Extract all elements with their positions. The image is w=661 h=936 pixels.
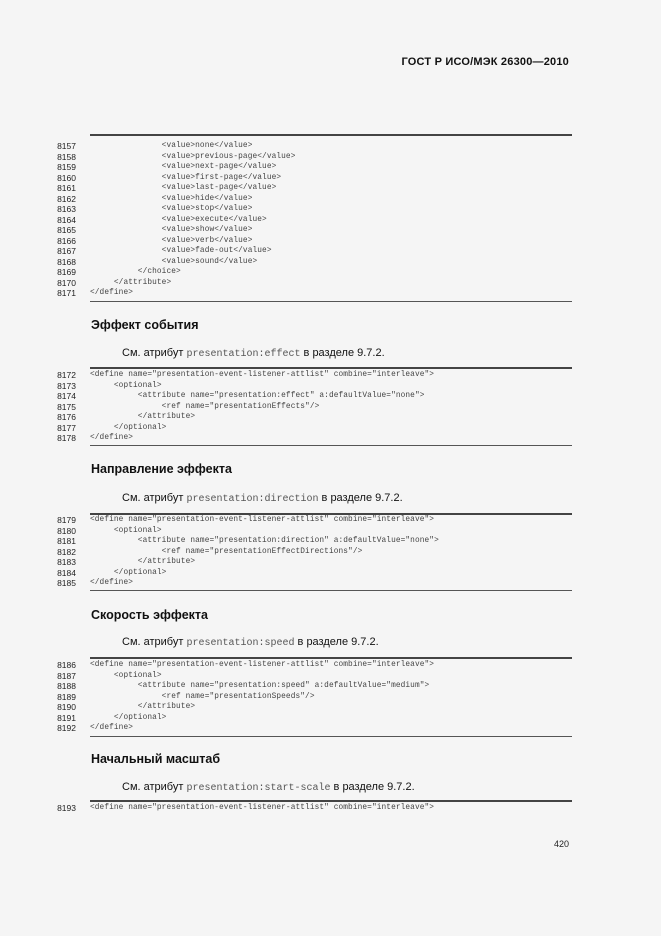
code-text: <value>hide</value> — [90, 194, 253, 203]
code-line — [44, 515, 572, 526]
code-line — [44, 671, 572, 682]
line-number: 8189 — [57, 691, 76, 702]
code-text: <value>last-page</value> — [90, 184, 277, 193]
code-line — [44, 660, 572, 671]
line-number: 8163 — [57, 204, 76, 215]
code-text: <value>next-page</value> — [90, 163, 277, 172]
code-line — [44, 278, 572, 289]
code-text: </attribute> — [90, 558, 196, 567]
section-reference — [122, 347, 385, 360]
code-line — [44, 713, 572, 724]
line-number: 8169 — [57, 267, 76, 278]
code-text: <value>verb</value> — [90, 236, 253, 245]
line-number: 8160 — [57, 172, 76, 183]
code-line — [44, 246, 572, 257]
code-text: <define name="presentation-event-listener-attlist" combine="interleave"> — [90, 516, 435, 525]
ref-prefix: См. атрибут — [122, 347, 187, 359]
code-block-5 — [44, 800, 572, 814]
code-text: <optional> — [90, 671, 162, 680]
code-text: <value>none</value> — [90, 142, 253, 151]
code-block-top-rule — [90, 134, 572, 136]
code-line — [44, 225, 572, 236]
line-number: 8161 — [57, 183, 76, 194]
line-number: 8167 — [57, 246, 76, 257]
code-block-bottom-rule — [90, 590, 572, 591]
ref-attribute: presentation:effect — [186, 349, 301, 360]
code-line — [44, 257, 572, 268]
code-line — [44, 391, 572, 402]
section-heading: Направление эффекта — [91, 462, 232, 476]
line-number: 8166 — [57, 235, 76, 246]
code-line — [44, 433, 572, 444]
code-block-bottom-rule — [90, 736, 572, 737]
section-heading: Начальный масштаб — [91, 752, 221, 766]
code-line — [44, 370, 572, 381]
code-line — [44, 536, 572, 547]
code-block-top-rule — [90, 367, 572, 369]
code-line — [44, 557, 572, 568]
line-number: 8175 — [57, 401, 76, 412]
code-text: <optional> — [90, 526, 162, 535]
ref-prefix: См. атрибут — [122, 492, 187, 504]
section-reference — [122, 636, 379, 649]
code-line — [44, 152, 572, 163]
code-text: <attribute name="presentation:speed" a:defaultValue="medium"> — [90, 682, 430, 691]
code-line — [44, 402, 572, 413]
line-number: 8192 — [57, 723, 76, 734]
line-number: 8157 — [57, 141, 76, 152]
ref-attribute: presentation:direction — [186, 494, 319, 505]
code-text: </define> — [90, 434, 134, 443]
document-header: ГОСТ Р ИСО/МЭК 26300—2010 — [401, 56, 569, 68]
code-text: <ref name="presentationEffects"/> — [90, 402, 320, 411]
line-number: 8174 — [57, 391, 76, 402]
code-text: <attribute name="presentation:direction" a:defaultValue="none"> — [90, 537, 439, 546]
code-text: <define name="presentation-event-listener-attlist" combine="interleave"> — [90, 661, 435, 670]
code-text: </optional> — [90, 568, 167, 577]
code-line — [44, 381, 572, 392]
code-line — [44, 702, 572, 713]
line-number: 8159 — [57, 162, 76, 173]
line-number: 8180 — [57, 525, 76, 536]
ref-suffix: в разделе 9.7.2. — [300, 347, 385, 359]
code-line — [44, 236, 572, 247]
code-line — [44, 267, 572, 278]
code-text: <ref name="presentationSpeeds"/> — [90, 692, 315, 701]
code-line — [44, 423, 572, 434]
code-text: <value>fade-out</value> — [90, 247, 272, 256]
line-number: 8176 — [57, 412, 76, 423]
section-heading: Скорость эффекта — [91, 608, 208, 622]
code-line — [44, 568, 572, 579]
ref-suffix: в разделе 9.7.2. — [318, 492, 403, 504]
code-line — [44, 723, 572, 734]
code-text: </attribute> — [90, 278, 172, 287]
code-line — [44, 692, 572, 703]
code-block-bottom-rule — [90, 445, 572, 446]
code-text: <attribute name="presentation:effect" a:defaultValue="none"> — [90, 392, 425, 401]
line-number: 8191 — [57, 712, 76, 723]
code-text: <value>sound</value> — [90, 257, 258, 266]
line-number: 8187 — [57, 670, 76, 681]
ref-attribute: presentation:start-scale — [186, 783, 331, 794]
line-number: 8178 — [57, 433, 76, 444]
section-reference — [122, 781, 415, 794]
code-block-top-rule — [90, 657, 572, 659]
code-text: <value>first-page</value> — [90, 173, 282, 182]
line-number: 8188 — [57, 681, 76, 692]
line-number: 8183 — [57, 557, 76, 568]
line-number: 8173 — [57, 380, 76, 391]
code-line — [44, 194, 572, 205]
code-line — [44, 288, 572, 299]
code-line — [44, 412, 572, 423]
code-text: <optional> — [90, 381, 162, 390]
line-number: 8190 — [57, 702, 76, 713]
code-text: <value>previous-page</value> — [90, 152, 296, 161]
line-number: 8170 — [57, 277, 76, 288]
line-number: 8162 — [57, 193, 76, 204]
code-line — [44, 162, 572, 173]
code-text: </attribute> — [90, 703, 196, 712]
line-number: 8185 — [57, 578, 76, 589]
code-line — [44, 141, 572, 152]
code-block-4 — [44, 657, 572, 737]
code-text: </define> — [90, 289, 134, 298]
code-text: <value>stop</value> — [90, 205, 253, 214]
line-number: 8179 — [57, 515, 76, 526]
code-line — [44, 526, 572, 537]
code-text: <ref name="presentationEffectDirections"/> — [90, 547, 363, 556]
ref-prefix: См. атрибут — [122, 636, 187, 648]
code-line — [44, 578, 572, 589]
ref-suffix: в разделе 9.7.2. — [294, 636, 379, 648]
code-line — [44, 183, 572, 194]
code-text: </optional> — [90, 713, 167, 722]
code-line — [44, 173, 572, 184]
code-line — [44, 204, 572, 215]
code-text: <define name="presentation-event-listener-attlist" combine="interleave"> — [90, 371, 435, 380]
code-line — [44, 681, 572, 692]
page-number: 420 — [553, 839, 569, 849]
code-block-3 — [44, 513, 572, 591]
code-block-bottom-rule — [90, 301, 572, 302]
section-reference — [122, 492, 403, 505]
code-text: <define name="presentation-event-listener-attlist" combine="interleave"> — [90, 804, 435, 813]
code-block-top-rule — [90, 800, 572, 802]
code-line — [44, 547, 572, 558]
line-number: 8182 — [57, 546, 76, 557]
code-text: </attribute> — [90, 413, 196, 422]
line-number: 8193 — [57, 803, 76, 814]
code-line — [44, 803, 572, 814]
line-number: 8171 — [57, 288, 76, 299]
code-text: </define> — [90, 579, 134, 588]
line-number: 8184 — [57, 567, 76, 578]
line-number: 8164 — [57, 214, 76, 225]
code-text: </optional> — [90, 423, 167, 432]
line-number: 8165 — [57, 225, 76, 236]
code-text: <value>execute</value> — [90, 215, 267, 224]
code-line — [44, 215, 572, 226]
ref-suffix: в разделе 9.7.2. — [330, 781, 415, 793]
code-block-1 — [44, 134, 572, 302]
section-heading: Эффект события — [91, 318, 199, 332]
ref-prefix: См. атрибут — [122, 781, 187, 793]
code-block-2 — [44, 367, 572, 446]
line-number: 8177 — [57, 422, 76, 433]
code-text: </choice> — [90, 268, 181, 277]
ref-attribute: presentation:speed — [186, 638, 295, 649]
line-number: 8168 — [57, 256, 76, 267]
code-text: <value>show</value> — [90, 226, 253, 235]
line-number: 8186 — [57, 660, 76, 671]
line-number: 8181 — [57, 536, 76, 547]
line-number: 8172 — [57, 370, 76, 381]
line-number: 8158 — [57, 151, 76, 162]
code-text: </define> — [90, 724, 134, 733]
